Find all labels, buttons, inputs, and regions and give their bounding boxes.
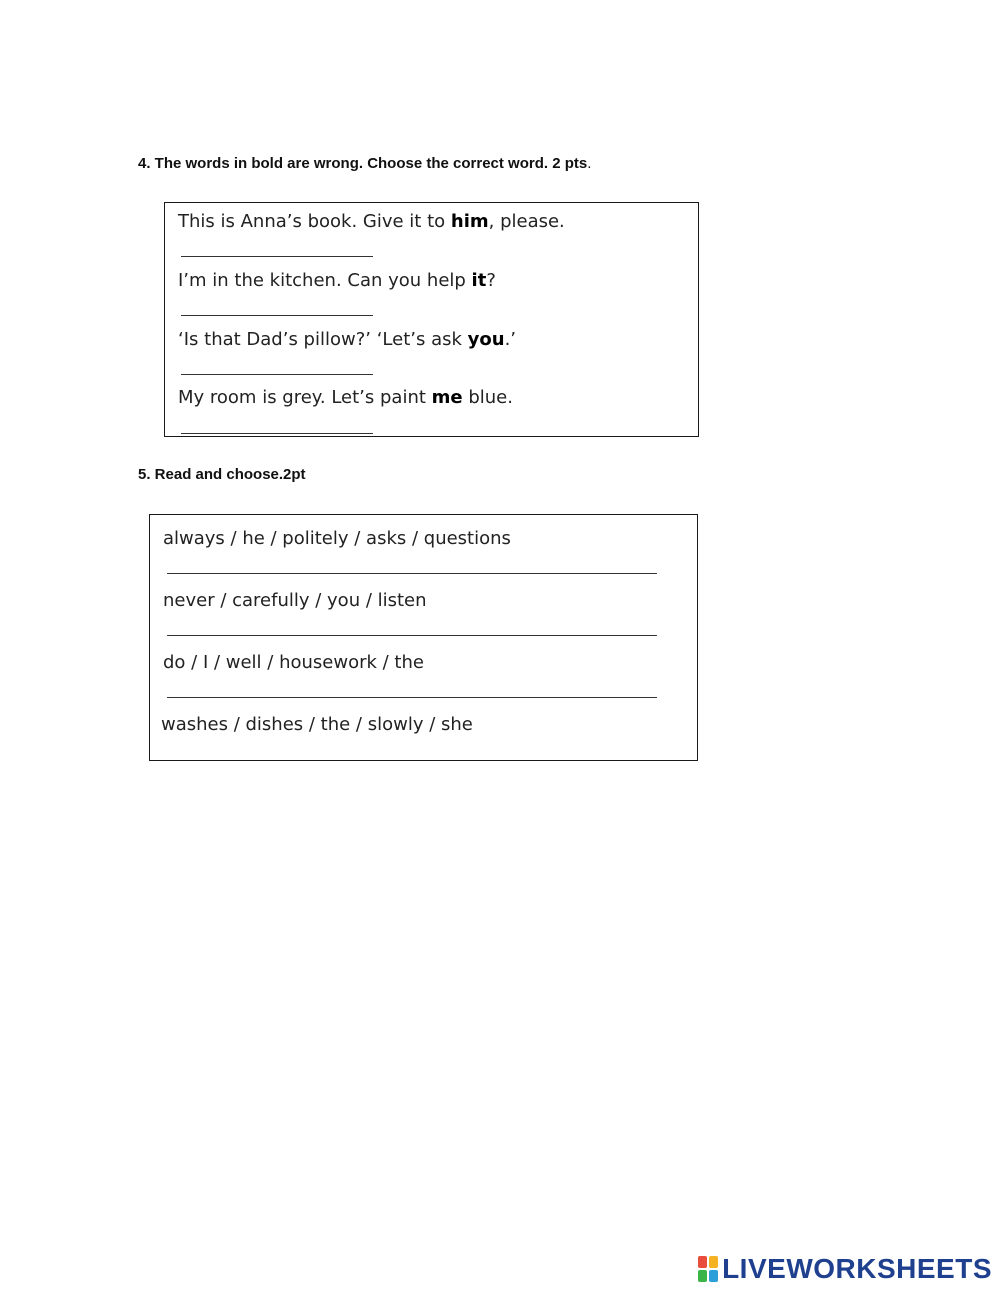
liveworksheets-brand — [698, 1252, 992, 1286]
question-4-box — [164, 202, 699, 437]
q5-item-2: never / carefully / you / listen — [163, 590, 427, 611]
brand-name: LIVEWORKSHEETS — [722, 1253, 992, 1284]
q4-answer-blank-2[interactable] — [181, 315, 373, 316]
q5-item-4: washes / dishes / the / slowly / she — [161, 714, 473, 735]
q4-sentence-2: I’m in the kitchen. Can you help it? — [178, 270, 496, 291]
question-5-box — [149, 514, 698, 761]
q4-sentence-3: ‘Is that Dad’s pillow?’ ‘Let’s ask you.’ — [178, 329, 517, 350]
liveworksheets-logo-icon — [698, 1256, 718, 1282]
question-5-title: 5. Read and choose.2pt — [138, 466, 306, 483]
q5-answer-blank-3[interactable] — [167, 697, 657, 698]
q4-answer-blank-1[interactable] — [181, 256, 373, 257]
q4-sentence-1: This is Anna’s book. Give it to him, please. — [178, 211, 565, 232]
q4-answer-blank-3[interactable] — [181, 374, 373, 375]
question-4-title: 4. The words in bold are wrong. Choose the correct word. 2 pts. — [138, 155, 592, 172]
q4-answer-blank-4[interactable] — [181, 433, 373, 434]
q5-answer-blank-2[interactable] — [167, 635, 657, 636]
q5-item-3: do / I / well / housework / the — [163, 652, 424, 673]
q5-item-1: always / he / politely / asks / questions — [163, 528, 511, 549]
q4-sentence-4: My room is grey. Let’s paint me blue. — [178, 387, 513, 408]
q5-answer-blank-1[interactable] — [167, 573, 657, 574]
